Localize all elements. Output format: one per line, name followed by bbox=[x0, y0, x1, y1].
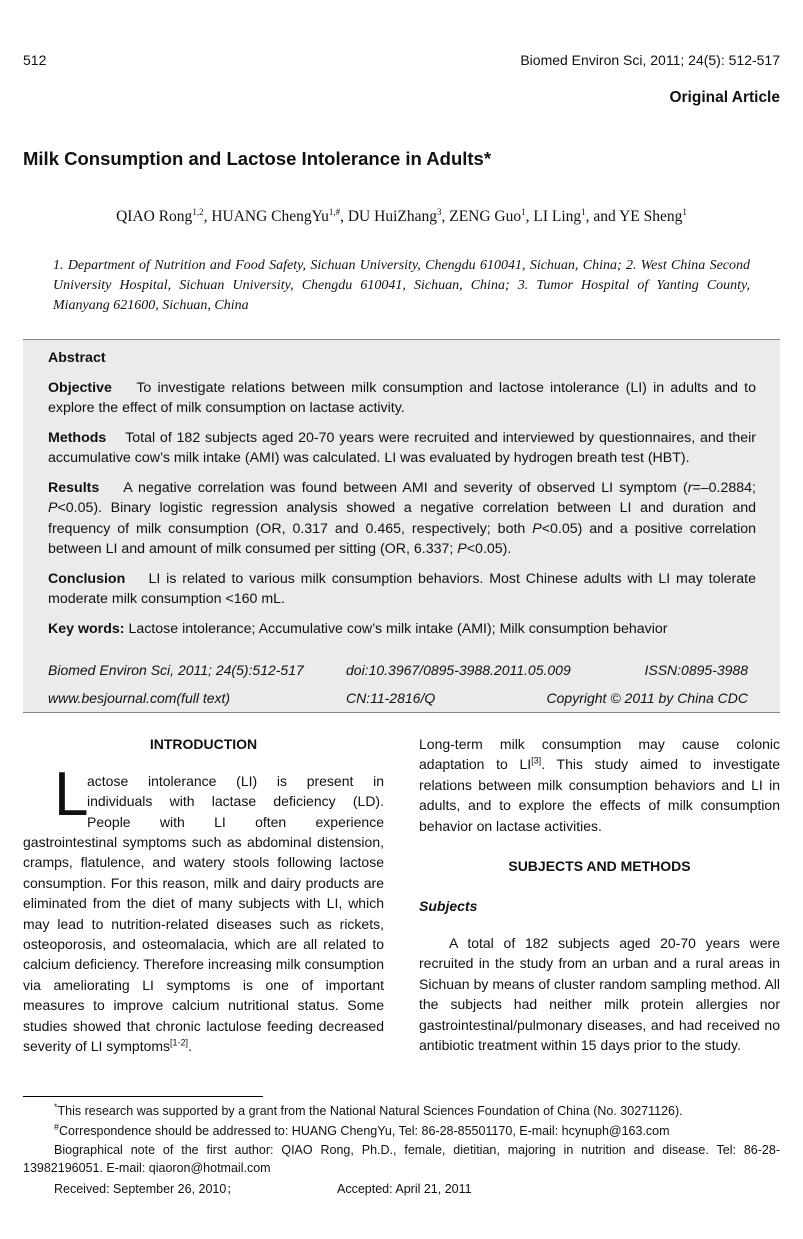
author: ZENG Guo bbox=[449, 208, 522, 225]
methods-heading: SUBJECTS AND METHODS bbox=[508, 858, 691, 874]
author-affiliation-mark: 3 bbox=[436, 206, 442, 217]
meta-issn: ISSN:0895-3988 bbox=[644, 662, 748, 678]
intro-line-3: People with LI often experience bbox=[87, 814, 384, 830]
author: DU HuiZhang bbox=[347, 208, 437, 225]
footnote-rule bbox=[23, 1096, 263, 1097]
intro-line-1: actose intolerance (LI) is present in bbox=[87, 773, 384, 789]
keywords-label: Key words: bbox=[48, 620, 125, 637]
page-number: 512 bbox=[23, 52, 47, 68]
article-type: Original Article bbox=[669, 89, 780, 106]
conclusion-label: Conclusion bbox=[48, 570, 126, 587]
intro-heading: INTRODUCTION bbox=[149, 736, 258, 752]
abstract-box bbox=[23, 339, 780, 713]
abstract-keywords: Key words: Lactose intolerance; Accumulative cow’s milk intake (AMI); Milk consumption behavior bbox=[48, 620, 668, 637]
footnote-correspondence: #Correspondence should be addressed to: HUANG ChengYu, Tel: 86-28-85501170, E-mail: hcynuph@163.com bbox=[54, 1121, 670, 1138]
meta-citation: Biomed Environ Sci, 2011; 24(5):512-517 bbox=[48, 662, 304, 678]
abstract-objective: Objective To investigate relations between milk consumption and lactose intolerance (LI) in adults and to explore the effect of milk consumption on lactase activity. bbox=[48, 379, 756, 416]
abstract-conclusion: Conclusion LI is related to various milk consumption behaviors. Most Chinese adults with LI may tolerate moderate milk consumption <160 mL. bbox=[48, 570, 756, 607]
author-list: QIAO Rong$^{1,2}$, HUANG ChengYu$^{1,\#}$, DU HuiZhang$^3$, ZENG Guo$^1$, LI Ling$^1$, and YE Sheng$^1$ bbox=[116, 206, 687, 225]
abstract-results: Results A negative correlation was found between AMI and severity of observed LI symptom (r=–0.2884; P<0.05). Binary logistic regression analysis showed a negative correlation between LI and duration and frequency of milk consumption (OR, 0.317 and 0.465, respectively; both P<0.05) and a positive correlation between LI and amount of milk consumed per sitting (OR, 6.337; P<0.05). bbox=[48, 479, 756, 557]
intro-line-2: individuals with lactase deficiency (LD). bbox=[87, 793, 384, 809]
objective-label: Objective bbox=[48, 379, 112, 396]
footnote-biography: Biographical note of the first author: QIAO Rong, Ph.D., female, dietitian, majoring in nutrition and disease. Tel: 86-28-13982196051. E-mail: qiaoron@hotmail.com bbox=[23, 1143, 780, 1175]
reference-marker[interactable]: [1-2] bbox=[170, 1037, 189, 1048]
meta-cn: CN:11-2816/Q bbox=[346, 690, 436, 706]
author-affiliation-mark: 1 bbox=[581, 206, 586, 217]
author: LI Ling bbox=[533, 208, 582, 225]
meta-website[interactable]: www.besjournal.com(full text) bbox=[48, 690, 231, 706]
author-affiliation-mark: 1 bbox=[682, 206, 687, 217]
author-affiliation-mark: 1,2 bbox=[192, 206, 204, 217]
subjects-paragraph: A total of 182 subjects aged 20-70 years were recruited in the study from an urban and a rural areas in Sichuan by means of cluster random sampling method. All the subjects had neither milk protein allergies nor gastrointestinal/pulmonary diseases, and had received no antibiotic treatment within 15 days prior to the study. bbox=[419, 935, 780, 1054]
meta-copyright: Copyright © 2011 by China CDC bbox=[546, 690, 748, 706]
accepted-date: Accepted: April 21, 2011 bbox=[337, 1182, 472, 1196]
author-affiliation-mark: 1,# bbox=[328, 206, 341, 217]
methods-label: Methods bbox=[48, 429, 107, 446]
author: QIAO Rong bbox=[116, 208, 193, 225]
journal-citation: Biomed Environ Sci, 2011; 24(5): 512-517 bbox=[520, 52, 780, 68]
subjects-subheading: Subjects bbox=[419, 898, 478, 914]
reference-marker[interactable]: [3] bbox=[531, 755, 542, 766]
author-affiliation-mark: 1 bbox=[521, 206, 526, 217]
author: YE Sheng bbox=[619, 208, 683, 225]
intro-continued: Long-term milk consumption may cause colonic adaptation to LI[3]. This study aimed to investigate relations between milk consumption behaviors and LI in adults, and to explore the effects of milk consumption behavior on lactase activities. bbox=[419, 736, 781, 834]
affiliations: 1. Department of Nutrition and Food Safety, Sichuan University, Chengdu 610041, Sichuan, China; 2. West China Second University Hospital, Sichuan University, Chengdu 610041, Sichuan, China; 3. Tumor Hospital of Yanting County, Mianyang 621600, Sichuan, China bbox=[53, 258, 750, 313]
footnote-funding: *This research was supported by a grant from the National Natural Sciences Foundation of China (No. 30271126). bbox=[54, 1101, 683, 1118]
intro-paragraph: gastrointestinal symptoms such as abdominal distension, cramps, flatulence, and watery stools following lactose consumption. For this reason, milk and dairy products are eliminated from the diet of many subjects with LI, which may lead to nutrition-related diseases such as rickets, osteoporosis, and osteomalacia, which are all related to calcium deficiency. Therefore increasing milk consumption via ameliorating LI symptoms is one of important measures to improve calcium nutritional status. Some studies showed that chronic lactulose feeding decreased severity of LI symptoms[1-2]. bbox=[23, 834, 384, 1055]
drop-cap: L bbox=[54, 760, 89, 829]
meta-doi: doi:10.3967/0895-3988.2011.05.009 bbox=[346, 662, 571, 678]
abstract-heading: Abstract bbox=[48, 350, 106, 366]
results-label: Results bbox=[48, 479, 100, 496]
received-date: Received: September 26, 2010； bbox=[54, 1182, 239, 1196]
abstract-methods: Methods Total of 182 subjects aged 20-70 years were recruited and interviewed by questionnaires, and their accumulative cow’s milk intake (AMI) was calculated. LI was evaluated by hydrogen breath test (HBT). bbox=[48, 429, 756, 466]
paper-title: Milk Consumption and Lactose Intolerance in Adults* bbox=[23, 148, 492, 169]
abstract-content bbox=[48, 348, 756, 648]
author: HUANG ChengYu bbox=[211, 208, 329, 225]
